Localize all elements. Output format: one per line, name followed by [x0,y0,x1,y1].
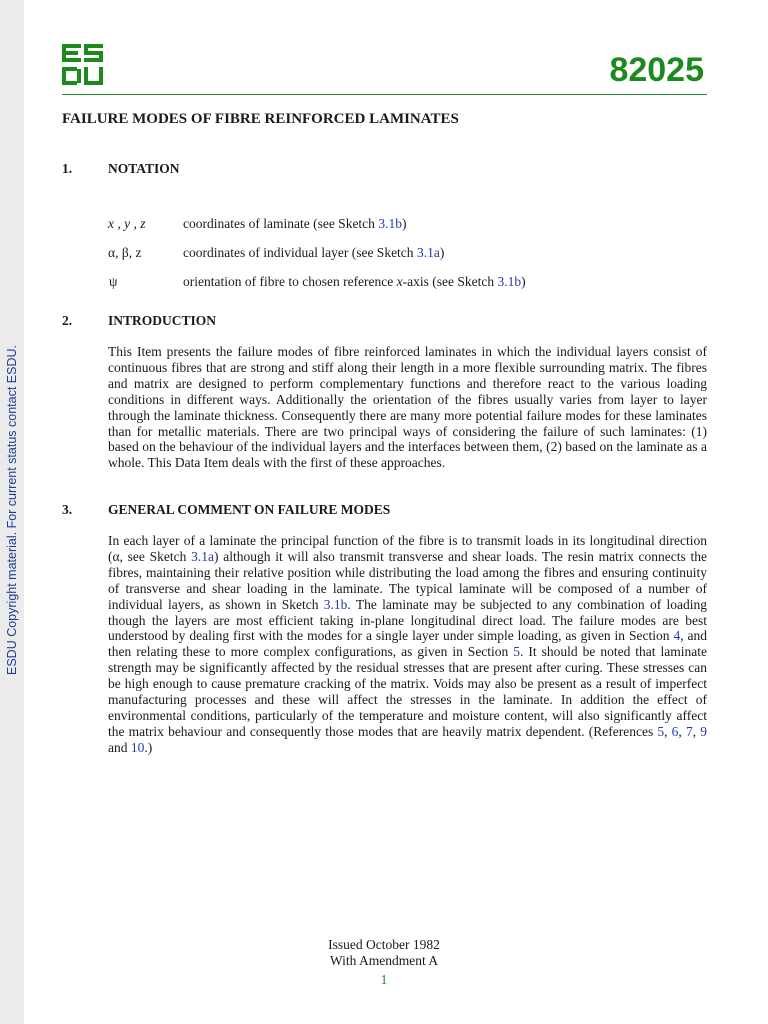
notation-symbol-abz: α, β, z [108,245,142,260]
sketch-link[interactable]: 3.1b [378,216,402,231]
amendment-note: With Amendment A [329,953,439,968]
notation-symbol-xyz: x , y , z [108,216,146,231]
general-comment-paragraph: In each layer of a laminate the principal function of the fibre is to transmit loads in its longitudinal direction (α, see Sketch 3.1a) although it will also transmit transverse and shear loads. The resin matrix connects the fibres, maintaining their relative position while distributing the load among the fibres and ensuring continuity of transverse and shear loading in the laminate. The typical laminate will be composed of a number of individual layers, as shown in Sketch 3.1b. The laminate may be subjected to any combination of loading though the layers are most efficient taking in-plane longitudinal direct load. The failure modes are best understood by dealing first with the modes for a single layer under simple loading, as given in Section 4, and then relating these to more complex configurations, as given in Section 5. It should be noted that laminate strength may be significantly affected by the residual stresses that are present after curing. These stresses can be high enough to cause premature cracking of the matrix. Voids may also be present as a result of imperfect manufacturing processes and these will affect the stresses in the laminate. In addition the effect of environmental conditions, particularly of the temperature and moisture content, will also significantly affect the matrix behaviour and consequently those modes that are heavily matrix dependent. (References 5, 6, 7, 9 and 10.) [108,533,708,755]
reference-link[interactable]: 6 [671,723,679,739]
page-number: 1 [380,972,388,987]
notation-desc-xyz: coordinates of laminate (see Sketch 3.1b) [183,216,407,231]
section-1-title: NOTATION [108,161,180,176]
reference-link[interactable]: 10 [130,739,145,755]
section-link[interactable]: 4 [673,628,681,644]
reference-link[interactable]: 7 [685,723,693,739]
sketch-link[interactable]: 3.1b [323,596,348,612]
document-number: 82025 [609,51,704,89]
introduction-paragraph: This Item presents the failure modes of fibre reinforced laminates in which the individual layers consist of continuous fibres that are strong and stiff along their length in a more flexible surrounding matrix. The fibres and matrix are designed to perform complementary functions and therefore react to the various loading conditions in different ways. Additionally the orientation of the fibres usually varies from layer to layer through the laminate thickness. Consequently there are many more potential failure modes for these laminates than for metallic materials. There are two principal ways of considering the failure of such laminates: (1) based on the behaviour of the individual layers and the interfaces between them, (2) based on the laminate as a whole. This Data Item deals with the first of these approaches. [108,344,707,471]
section-2-number: 2. [62,313,73,328]
sketch-link[interactable]: 3.1b [497,274,522,289]
section-3-number: 3. [62,502,73,517]
notation-desc-psi: orientation of fibre to chosen reference x-axis (see Sketch 3.1b) [183,274,526,289]
sketch-link[interactable]: 3.1a [191,548,215,564]
document-title: FAILURE MODES OF FIBRE REINFORCED LAMINATES [62,111,459,127]
notation-symbol-psi: ψ [109,274,118,289]
sketch-link[interactable]: 3.1a [416,245,440,260]
section-link[interactable]: 5 [513,644,521,660]
side-strip [0,0,24,1024]
notation-desc-abz: coordinates of individual layer (see Sketch 3.1a) [183,245,445,260]
header-rule [62,94,707,95]
section-1-number: 1. [62,161,73,176]
reference-link[interactable]: 5 [657,723,665,739]
section-3-title: GENERAL COMMENT ON FAILURE MODES [108,502,391,517]
issue-date: Issued October 1982 [328,937,440,952]
esdu-logo [62,44,103,85]
reference-link[interactable]: 9 [700,723,708,739]
copyright-notice: ESDU Copyright material. For current status contact ESDU. [5,345,19,675]
section-2-title: INTRODUCTION [108,313,217,328]
